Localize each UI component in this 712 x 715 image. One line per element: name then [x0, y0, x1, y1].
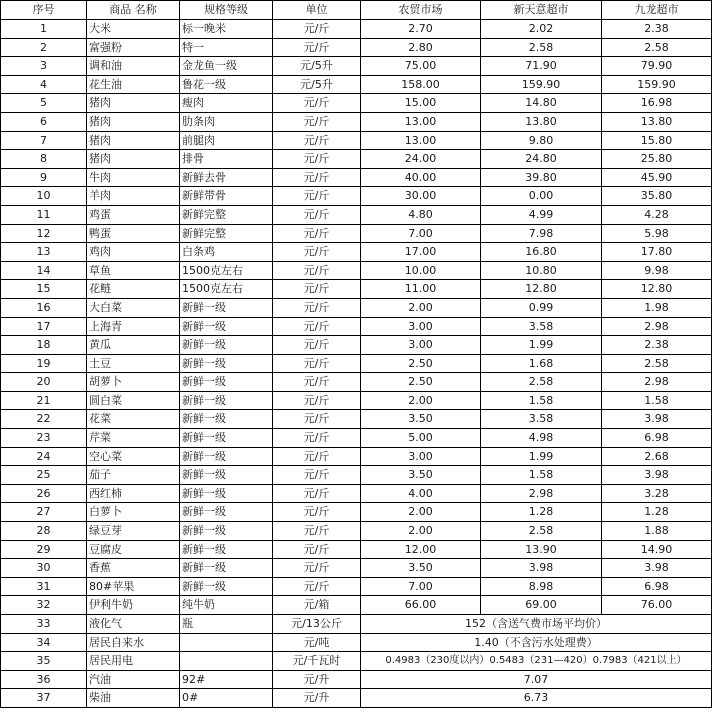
cell-market-price: 15.00	[361, 94, 481, 113]
table-row	[1, 447, 712, 466]
cell-xintianyi-price: 0.00	[481, 187, 602, 206]
cell-unit: 元/斤	[273, 20, 361, 39]
cell-no: 19	[1, 354, 87, 373]
cell-unit: 元/升	[273, 689, 361, 708]
cell-spec: 新鲜一级	[180, 429, 273, 448]
cell-jiulong-price: 1.58	[602, 391, 712, 410]
cell-xintianyi-price: 16.80	[481, 243, 602, 262]
cell-no: 37	[1, 689, 87, 708]
cell-market-price: 30.00	[361, 187, 481, 206]
cell-no: 35	[1, 652, 87, 671]
cell-no: 4	[1, 75, 87, 94]
cell-jiulong-price: 13.80	[602, 112, 712, 131]
cell-xintianyi-price: 2.02	[481, 20, 602, 39]
table-row	[1, 75, 712, 94]
cell-spec: 新鲜一级	[180, 577, 273, 596]
cell-xintianyi-price: 2.58	[481, 522, 602, 541]
cell-name: 居民自来水	[87, 633, 180, 652]
cell-merged-price: 7.07	[361, 670, 712, 689]
cell-spec: 新鲜完整	[180, 224, 273, 243]
cell-market-price: 3.00	[361, 447, 481, 466]
cell-unit: 元/吨	[273, 633, 361, 652]
cell-no: 10	[1, 187, 87, 206]
cell-no: 28	[1, 522, 87, 541]
cell-unit: 元/斤	[273, 354, 361, 373]
cell-name: 上海青	[87, 317, 180, 336]
cell-xintianyi-price: 2.58	[481, 373, 602, 392]
cell-spec: 92#	[180, 670, 273, 689]
cell-name: 大米	[87, 20, 180, 39]
table-row	[1, 540, 712, 559]
cell-jiulong-price: 15.80	[602, 131, 712, 150]
cell-market-price: 2.00	[361, 298, 481, 317]
cell-unit: 元/斤	[273, 150, 361, 169]
cell-jiulong-price: 2.58	[602, 354, 712, 373]
cell-market-price: 10.00	[361, 261, 481, 280]
cell-unit: 元/斤	[273, 168, 361, 187]
cell-xintianyi-price: 10.80	[481, 261, 602, 280]
cell-name: 调和油	[87, 57, 180, 76]
cell-name: 大白菜	[87, 298, 180, 317]
cell-name: 豆腐皮	[87, 540, 180, 559]
cell-market-price: 3.00	[361, 336, 481, 355]
cell-name: 伊利牛奶	[87, 596, 180, 615]
table-row	[1, 187, 712, 206]
cell-spec: 新鲜一级	[180, 354, 273, 373]
cell-name: 草鱼	[87, 261, 180, 280]
cell-market-price: 40.00	[361, 168, 481, 187]
table-row	[1, 20, 712, 39]
table-row-merged	[1, 615, 712, 634]
cell-market-price: 158.00	[361, 75, 481, 94]
cell-unit: 元/斤	[273, 298, 361, 317]
cell-market-price: 2.00	[361, 522, 481, 541]
cell-market-price: 2.70	[361, 20, 481, 39]
table-row	[1, 224, 712, 243]
cell-name: 猪肉	[87, 131, 180, 150]
cell-jiulong-price: 5.98	[602, 224, 712, 243]
cell-market-price: 66.00	[361, 596, 481, 615]
cell-name: 花鲢	[87, 280, 180, 299]
table-row	[1, 559, 712, 578]
cell-jiulong-price: 1.98	[602, 298, 712, 317]
cell-jiulong-price: 1.28	[602, 503, 712, 522]
cell-unit: 元/斤	[273, 466, 361, 485]
table-row	[1, 503, 712, 522]
cell-jiulong-price: 14.90	[602, 540, 712, 559]
cell-unit: 元/斤	[273, 410, 361, 429]
cell-name: 柴油	[87, 689, 180, 708]
cell-spec: 鲁花一级	[180, 75, 273, 94]
cell-xintianyi-price: 1.99	[481, 447, 602, 466]
table-row	[1, 317, 712, 336]
header-cell-spec: 规格等级	[180, 1, 273, 20]
table-header	[1, 1, 712, 20]
cell-spec: 新鲜一级	[180, 466, 273, 485]
cell-spec: 新鲜一级	[180, 391, 273, 410]
cell-name: 花生油	[87, 75, 180, 94]
table-row	[1, 112, 712, 131]
cell-spec: 1500克左右	[180, 280, 273, 299]
cell-no: 1	[1, 20, 87, 39]
cell-spec: 新鲜一级	[180, 410, 273, 429]
cell-market-price: 13.00	[361, 131, 481, 150]
cell-unit: 元/斤	[273, 336, 361, 355]
cell-xintianyi-price: 0.99	[481, 298, 602, 317]
cell-unit: 元/斤	[273, 261, 361, 280]
cell-no: 34	[1, 633, 87, 652]
cell-no: 16	[1, 298, 87, 317]
cell-xintianyi-price: 71.90	[481, 57, 602, 76]
cell-name: 富强粉	[87, 38, 180, 57]
cell-jiulong-price: 159.90	[602, 75, 712, 94]
cell-market-price: 3.00	[361, 317, 481, 336]
cell-spec: 新鲜一级	[180, 447, 273, 466]
cell-xintianyi-price: 69.00	[481, 596, 602, 615]
cell-market-price: 2.50	[361, 373, 481, 392]
cell-market-price: 4.80	[361, 205, 481, 224]
cell-unit: 元/箱	[273, 596, 361, 615]
cell-market-price: 2.50	[361, 354, 481, 373]
cell-jiulong-price: 12.80	[602, 280, 712, 299]
cell-spec: 前腿肉	[180, 131, 273, 150]
cell-xintianyi-price: 1.28	[481, 503, 602, 522]
cell-no: 27	[1, 503, 87, 522]
cell-unit: 元/斤	[273, 224, 361, 243]
cell-name: 猪肉	[87, 94, 180, 113]
cell-unit: 元/升	[273, 670, 361, 689]
cell-spec: 金龙鱼一级	[180, 57, 273, 76]
cell-xintianyi-price: 2.58	[481, 38, 602, 57]
cell-spec: 新鲜一级	[180, 522, 273, 541]
cell-no: 21	[1, 391, 87, 410]
cell-jiulong-price: 1.88	[602, 522, 712, 541]
table-row	[1, 484, 712, 503]
cell-unit: 元/斤	[273, 38, 361, 57]
cell-xintianyi-price: 1.99	[481, 336, 602, 355]
cell-jiulong-price: 76.00	[602, 596, 712, 615]
cell-name: 猪肉	[87, 112, 180, 131]
cell-spec: 标一晚米	[180, 20, 273, 39]
cell-jiulong-price: 3.28	[602, 484, 712, 503]
cell-no: 23	[1, 429, 87, 448]
cell-jiulong-price: 6.98	[602, 577, 712, 596]
cell-name: 牛肉	[87, 168, 180, 187]
table-row	[1, 522, 712, 541]
table-row	[1, 168, 712, 187]
cell-no: 20	[1, 373, 87, 392]
cell-name: 猪肉	[87, 150, 180, 169]
cell-name: 羊肉	[87, 187, 180, 206]
cell-spec: 新鲜带骨	[180, 187, 273, 206]
cell-no: 25	[1, 466, 87, 485]
header-cell-unit: 单位	[273, 1, 361, 20]
table-row-merged	[1, 633, 712, 652]
cell-unit: 元/斤	[273, 447, 361, 466]
cell-no: 33	[1, 615, 87, 634]
table-row	[1, 373, 712, 392]
cell-name: 汽油	[87, 670, 180, 689]
header-cell-jiulong: 九龙超市	[602, 1, 712, 20]
cell-spec: 新鲜一级	[180, 373, 273, 392]
cell-spec: 新鲜一级	[180, 540, 273, 559]
cell-jiulong-price: 16.98	[602, 94, 712, 113]
cell-no: 22	[1, 410, 87, 429]
cell-no: 24	[1, 447, 87, 466]
cell-name: 鸭蛋	[87, 224, 180, 243]
cell-spec: 新鲜完整	[180, 205, 273, 224]
cell-unit: 元/斤	[273, 317, 361, 336]
cell-unit: 元/斤	[273, 559, 361, 578]
cell-xintianyi-price: 9.80	[481, 131, 602, 150]
cell-jiulong-price: 17.80	[602, 243, 712, 262]
table-row	[1, 336, 712, 355]
cell-unit: 元/斤	[273, 112, 361, 131]
cell-jiulong-price: 35.80	[602, 187, 712, 206]
cell-unit: 元/斤	[273, 540, 361, 559]
cell-unit: 元/斤	[273, 280, 361, 299]
cell-xintianyi-price: 12.80	[481, 280, 602, 299]
cell-xintianyi-price: 159.90	[481, 75, 602, 94]
cell-market-price: 7.00	[361, 224, 481, 243]
cell-name: 黄瓜	[87, 336, 180, 355]
cell-name: 鸡蛋	[87, 205, 180, 224]
cell-no: 12	[1, 224, 87, 243]
cell-unit: 元/13公斤	[273, 615, 361, 634]
cell-name: 圆白菜	[87, 391, 180, 410]
cell-jiulong-price: 79.90	[602, 57, 712, 76]
cell-name: 土豆	[87, 354, 180, 373]
cell-name: 西红柿	[87, 484, 180, 503]
cell-market-price: 2.80	[361, 38, 481, 57]
cell-no: 9	[1, 168, 87, 187]
cell-no: 8	[1, 150, 87, 169]
cell-name: 80#苹果	[87, 577, 180, 596]
cell-spec: 纯牛奶	[180, 596, 273, 615]
cell-market-price: 2.00	[361, 391, 481, 410]
cell-spec: 肋条肉	[180, 112, 273, 131]
cell-xintianyi-price: 4.98	[481, 429, 602, 448]
cell-no: 3	[1, 57, 87, 76]
cell-xintianyi-price: 4.99	[481, 205, 602, 224]
cell-unit: 元/斤	[273, 522, 361, 541]
cell-unit: 元/斤	[273, 94, 361, 113]
table-row	[1, 429, 712, 448]
table-row	[1, 261, 712, 280]
cell-no: 36	[1, 670, 87, 689]
cell-name: 白萝卜	[87, 503, 180, 522]
cell-xintianyi-price: 39.80	[481, 168, 602, 187]
table-row	[1, 205, 712, 224]
cell-no: 29	[1, 540, 87, 559]
header-row	[1, 1, 712, 20]
cell-name: 绿豆芽	[87, 522, 180, 541]
cell-market-price: 24.00	[361, 150, 481, 169]
table-row	[1, 410, 712, 429]
cell-jiulong-price: 4.28	[602, 205, 712, 224]
cell-jiulong-price: 3.98	[602, 466, 712, 485]
cell-spec: 新鲜一级	[180, 336, 273, 355]
header-cell-xintianyi: 新天意超市	[481, 1, 602, 20]
cell-spec: 新鲜一级	[180, 503, 273, 522]
table-row	[1, 577, 712, 596]
cell-unit: 元/斤	[273, 243, 361, 262]
table-row	[1, 391, 712, 410]
cell-xintianyi-price: 14.80	[481, 94, 602, 113]
cell-unit: 元/千瓦时	[273, 652, 361, 671]
cell-spec: 瓶	[180, 615, 273, 634]
cell-jiulong-price: 6.98	[602, 429, 712, 448]
cell-xintianyi-price: 3.98	[481, 559, 602, 578]
header-cell-name: 商品 名称	[87, 1, 180, 20]
cell-jiulong-price: 2.98	[602, 317, 712, 336]
cell-no: 17	[1, 317, 87, 336]
cell-unit: 元/5升	[273, 75, 361, 94]
cell-spec: 排骨	[180, 150, 273, 169]
cell-xintianyi-price: 8.98	[481, 577, 602, 596]
cell-market-price: 3.50	[361, 466, 481, 485]
cell-spec: 1500克左右	[180, 261, 273, 280]
cell-name: 胡萝卜	[87, 373, 180, 392]
cell-no: 6	[1, 112, 87, 131]
cell-spec: 瘦肉	[180, 94, 273, 113]
cell-no: 18	[1, 336, 87, 355]
cell-no: 7	[1, 131, 87, 150]
cell-no: 11	[1, 205, 87, 224]
cell-name: 空心菜	[87, 447, 180, 466]
cell-unit: 元/斤	[273, 503, 361, 522]
cell-unit: 元/斤	[273, 391, 361, 410]
cell-no: 31	[1, 577, 87, 596]
cell-merged-price: 152（含送气费市场平均价）	[361, 615, 712, 634]
cell-market-price: 4.00	[361, 484, 481, 503]
cell-spec	[180, 633, 273, 652]
cell-market-price: 12.00	[361, 540, 481, 559]
cell-unit: 元/斤	[273, 205, 361, 224]
cell-xintianyi-price: 2.98	[481, 484, 602, 503]
cell-unit: 元/斤	[273, 131, 361, 150]
cell-unit: 元/斤	[273, 577, 361, 596]
table-row	[1, 596, 712, 615]
cell-xintianyi-price: 3.58	[481, 317, 602, 336]
cell-unit: 元/斤	[273, 484, 361, 503]
cell-spec	[180, 652, 273, 671]
cell-name: 香蕉	[87, 559, 180, 578]
table-row	[1, 150, 712, 169]
table-row-merged	[1, 670, 712, 689]
header-cell-no: 序号	[1, 1, 87, 20]
cell-spec: 特一	[180, 38, 273, 57]
cell-name: 液化气	[87, 615, 180, 634]
cell-market-price: 11.00	[361, 280, 481, 299]
cell-merged-price: 0.4983（230度以内）0.5483（231—420）0.7983（421以上）	[361, 652, 712, 671]
cell-market-price: 7.00	[361, 577, 481, 596]
cell-jiulong-price: 2.68	[602, 447, 712, 466]
cell-spec: 新鲜一级	[180, 298, 273, 317]
cell-market-price: 3.50	[361, 410, 481, 429]
cell-no: 5	[1, 94, 87, 113]
cell-xintianyi-price: 1.58	[481, 466, 602, 485]
header-cell-market: 农贸市场	[361, 1, 481, 20]
cell-xintianyi-price: 13.90	[481, 540, 602, 559]
table-body	[1, 20, 712, 708]
table-row	[1, 57, 712, 76]
cell-merged-price: 1.40（不含污水处理费）	[361, 633, 712, 652]
cell-market-price: 13.00	[361, 112, 481, 131]
cell-jiulong-price: 25.80	[602, 150, 712, 169]
cell-name: 茄子	[87, 466, 180, 485]
table-row	[1, 243, 712, 262]
table-row	[1, 38, 712, 57]
cell-spec: 新鲜一级	[180, 484, 273, 503]
cell-unit: 元/斤	[273, 429, 361, 448]
cell-market-price: 17.00	[361, 243, 481, 262]
table-row	[1, 94, 712, 113]
cell-no: 32	[1, 596, 87, 615]
cell-xintianyi-price: 1.68	[481, 354, 602, 373]
cell-jiulong-price: 2.98	[602, 373, 712, 392]
cell-no: 15	[1, 280, 87, 299]
cell-unit: 元/5升	[273, 57, 361, 76]
cell-market-price: 3.50	[361, 559, 481, 578]
cell-jiulong-price: 3.98	[602, 410, 712, 429]
cell-no: 2	[1, 38, 87, 57]
cell-name: 居民用电	[87, 652, 180, 671]
table-row-merged	[1, 652, 712, 671]
cell-unit: 元/斤	[273, 373, 361, 392]
cell-xintianyi-price: 3.58	[481, 410, 602, 429]
cell-market-price: 75.00	[361, 57, 481, 76]
table-row	[1, 298, 712, 317]
cell-no: 14	[1, 261, 87, 280]
cell-jiulong-price: 9.98	[602, 261, 712, 280]
cell-unit: 元/斤	[273, 187, 361, 206]
cell-jiulong-price: 2.38	[602, 20, 712, 39]
cell-spec: 新鲜一级	[180, 559, 273, 578]
cell-name: 花菜	[87, 410, 180, 429]
cell-no: 30	[1, 559, 87, 578]
cell-xintianyi-price: 7.98	[481, 224, 602, 243]
table-row	[1, 466, 712, 485]
cell-no: 13	[1, 243, 87, 262]
table-row-merged	[1, 689, 712, 708]
cell-spec: 新鲜去骨	[180, 168, 273, 187]
cell-merged-price: 6.73	[361, 689, 712, 708]
table-row	[1, 354, 712, 373]
cell-market-price: 2.00	[361, 503, 481, 522]
cell-name: 芹菜	[87, 429, 180, 448]
cell-no: 26	[1, 484, 87, 503]
cell-jiulong-price: 2.38	[602, 336, 712, 355]
cell-xintianyi-price: 1.58	[481, 391, 602, 410]
cell-spec: 新鲜一级	[180, 317, 273, 336]
cell-name: 鸡肉	[87, 243, 180, 262]
table-row	[1, 131, 712, 150]
cell-xintianyi-price: 13.80	[481, 112, 602, 131]
cell-jiulong-price: 45.90	[602, 168, 712, 187]
table-row	[1, 280, 712, 299]
cell-spec: 白条鸡	[180, 243, 273, 262]
cell-xintianyi-price: 24.80	[481, 150, 602, 169]
cell-spec: 0#	[180, 689, 273, 708]
cell-market-price: 5.00	[361, 429, 481, 448]
cell-jiulong-price: 2.58	[602, 38, 712, 57]
cell-jiulong-price: 3.98	[602, 559, 712, 578]
